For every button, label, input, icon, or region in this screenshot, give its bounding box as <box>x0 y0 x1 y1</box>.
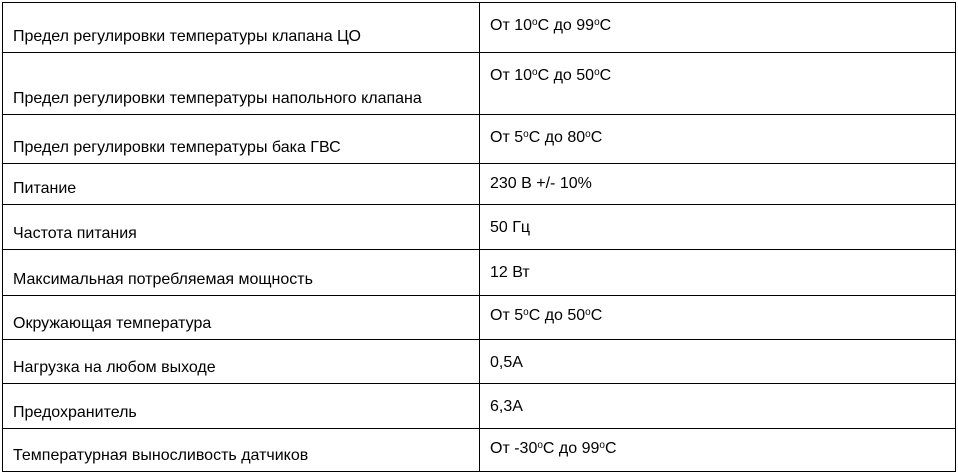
param-cell: Температурная выносливость датчиков <box>3 429 480 472</box>
param-cell: Нагрузка на любом выходе <box>3 340 480 384</box>
table-row <box>3 340 956 384</box>
table-row <box>3 115 956 164</box>
table-row <box>3 53 956 115</box>
value-cell: От -30$^o$С до 99$^o$С <box>480 429 956 472</box>
value-cell: 12 Вт <box>480 250 956 296</box>
value-cell: От 10$^o$С до 50$^o$С <box>480 53 956 115</box>
specifications-table <box>2 2 956 472</box>
table-row <box>3 164 956 205</box>
value-cell: От 5$^o$С до 80$^o$С <box>480 115 956 164</box>
value-cell: От 10$^o$С до 99$^o$С <box>480 3 956 53</box>
value-cell: 50 Гц <box>480 205 956 250</box>
param-cell: Питание <box>3 164 480 205</box>
table-row <box>3 384 956 429</box>
table-row <box>3 296 956 340</box>
param-cell: Частота питания <box>3 205 480 250</box>
param-cell: Максимальная потребляемая мощность <box>3 250 480 296</box>
param-cell: Предел регулировки температуры напольного клапана <box>3 53 480 115</box>
param-cell: Окружающая температура <box>3 296 480 340</box>
value-cell: 6,3А <box>480 384 956 429</box>
param-cell: Предел регулировки температуры бака ГВС <box>3 115 480 164</box>
param-cell: Предел регулировки температуры клапана ЦО <box>3 3 480 53</box>
table-row <box>3 3 956 53</box>
param-cell: Предохранитель <box>3 384 480 429</box>
table-row <box>3 429 956 472</box>
value-cell: 230 В +/- 10% <box>480 164 956 205</box>
value-cell: 0,5А <box>480 340 956 384</box>
table-row <box>3 250 956 296</box>
value-cell: От 5$^o$С до 50$^o$С <box>480 296 956 340</box>
table-row <box>3 205 956 250</box>
